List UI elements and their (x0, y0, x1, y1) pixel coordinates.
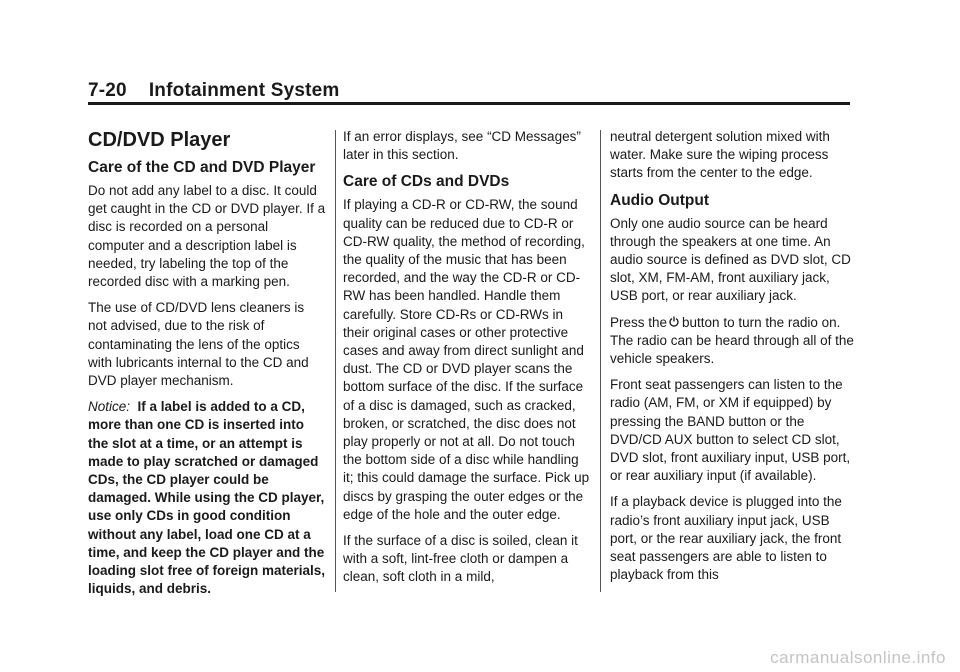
paragraph: Do not add any label to a disc. It could get caught in the CD or DVD player. If a disc is recorded on a personal computer and a description label is needed, try labeling the top of the recorded disc with a marking pen. (88, 183, 326, 290)
column-divider (335, 130, 336, 592)
section-heading: CD/DVD Player (88, 129, 231, 151)
subsection-heading: Care of CDs and DVDs (343, 173, 510, 191)
watermark: carmanualsonline.info (770, 648, 946, 667)
power-icon (669, 315, 679, 327)
column-3 (610, 128, 858, 592)
page-number: 7-20 (88, 80, 127, 101)
section-title: Infotainment System (148, 80, 340, 101)
paragraph: neutral detergent solution mixed with water. Make sure the wiping process starts from the center to the edge. (610, 129, 830, 181)
notice-label: Notice: (88, 399, 131, 415)
notice-body: If a label is added to a CD, more than one CD is inserted into the slot at a time, or an attempt is made to play scratched or damaged CDs, the CD player could be damaged. While using the CD player, use only CDs in good condition without any label, load one CD at a time, and keep the CD player and the loading slot free of foreign materials, liquids, and debris. (88, 399, 326, 597)
column-2 (343, 128, 590, 595)
paragraph (610, 314, 858, 369)
paragraph: If an error displays, see “CD Messages” later in this section. (343, 129, 581, 163)
column-1 (88, 128, 326, 606)
header-rule (88, 102, 850, 105)
subsection-heading: Care of the CD and DVD Player (88, 159, 316, 176)
paragraph: If the surface of a disc is soiled, clean it with a soft, lint-free cloth or dampen a clean, soft cloth in a mild, (343, 533, 578, 585)
paragraph: If a playback device is plugged into the radio’s front auxiliary input jack, USB port, or the rear auxiliary jack, the front seat passengers are able to listen to playback from this (610, 494, 842, 583)
paragraph-text: button to turn the radio on. The radio can be heard through all of the vehicle speakers. (610, 314, 854, 367)
column-divider (600, 130, 601, 592)
paragraph: Only one audio source can be heard through the speakers at one time. An audio source is defined as DVD slot, CD slot, XM, FM-AM, front auxiliary jack, USB port, or rear auxiliary jack. (610, 215, 851, 304)
paragraph-text: Press the (610, 314, 668, 330)
paragraph: The use of CD/DVD lens cleaners is not advised, due to the risk of contaminating the lens of the optics with lubricants internal to the CD and DVD player mechanism. (88, 300, 309, 389)
paragraph: Front seat passengers can listen to the radio (AM, FM, or XM if equipped) by pressing the BAND button or the DVD/CD AUX button to select CD slot, DVD slot, front auxiliary input, USB port, or rear auxiliary input (if available). (610, 377, 851, 484)
subsection-heading: Audio Output (610, 191, 709, 209)
paragraph: If playing a CD-R or CD-RW, the sound quality can be reduced due to CD-R or CD-RW quality, the method of recording, the quality of the music that has been recorded, and the way the CD-R or CD-RW has been handled. Handle them carefully. Store CD-Rs or CD-RWs in their original cases or other protective cases and away from direct sunlight and dust. The CD or DVD player scans the bottom surface of the disc. If the surface of a disc is damaged, such as cracked, broken, or scratched, the disc does not play properly or not at all. Do not touch the bottom side of a disc while handling it; this could damage the surface. Pick up discs by grasping the outer edges or the edge of the hole and the outer edge. (343, 197, 590, 522)
page-header (88, 80, 850, 102)
notice (88, 398, 326, 598)
